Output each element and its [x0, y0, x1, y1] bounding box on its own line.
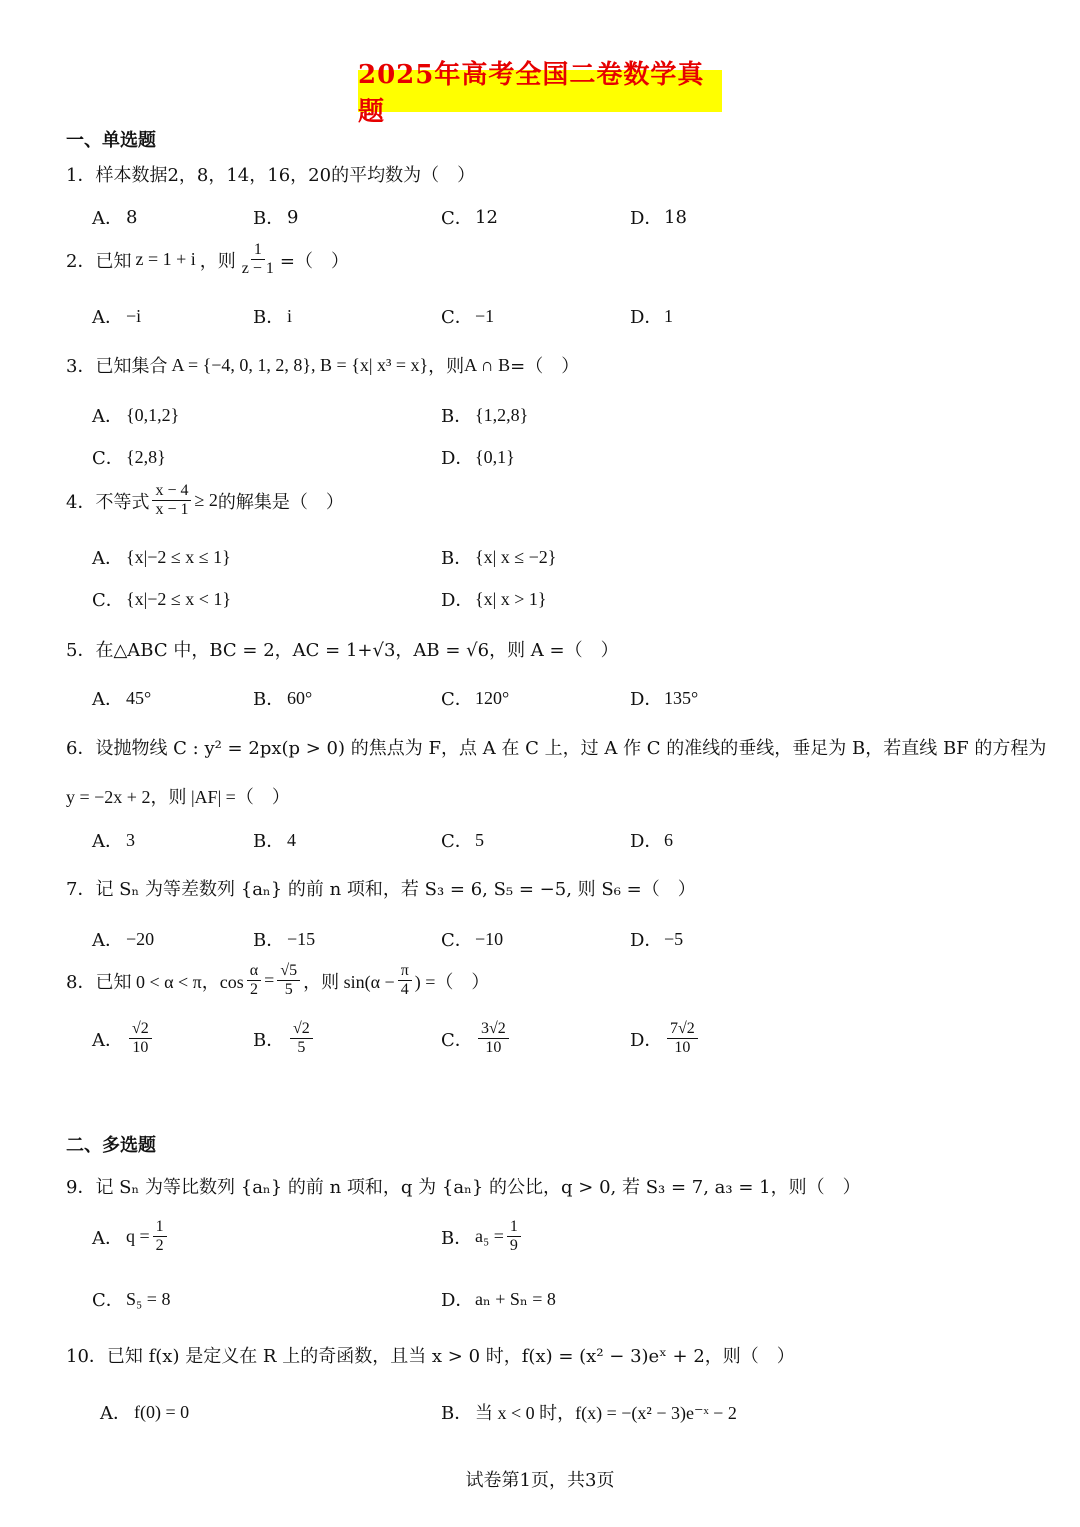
option-text: 1 — [664, 305, 673, 326]
option-label: A． — [92, 689, 123, 710]
option-a — [92, 204, 137, 230]
option-text: −i — [126, 305, 142, 326]
math-expression: = — [264, 970, 275, 991]
option-label: C． — [441, 208, 473, 229]
option-text: {2,8} — [126, 446, 166, 467]
fraction-numerator: √2 — [290, 1020, 313, 1039]
question-text: =（ ） — [279, 250, 349, 272]
math-expression: A = {−4, 0, 1, 2, 8}, B = {x| x³ = x} — [171, 354, 429, 375]
question-10 — [66, 1342, 795, 1368]
option-label: D． — [630, 208, 663, 229]
option-label: B． — [441, 1403, 473, 1424]
option-b — [253, 204, 298, 230]
option-a — [92, 926, 154, 952]
option-label: D． — [630, 689, 663, 710]
question-text: ) =（ ） — [414, 971, 490, 992]
option-a — [100, 1399, 189, 1425]
option-label: A． — [92, 208, 123, 229]
question-text: 设抛物线 C : y² = 2px(p > 0) 的焦点为 F，点 A 在 C 上，过 A 作 C 的准线的垂线，垂足为 B，若直线 BF 的方程为 — [95, 738, 1047, 759]
option-text: 60° — [287, 687, 313, 708]
section-heading-single: 一、单选题 — [66, 130, 156, 151]
option-label: D． — [630, 930, 663, 951]
fraction-denominator: 4 — [400, 981, 409, 999]
option-text: 4 — [287, 829, 296, 850]
fraction — [239, 241, 277, 279]
option-label: C． — [92, 590, 124, 611]
math-expression: ≥ 2 — [194, 490, 218, 511]
option-label: B． — [253, 930, 285, 951]
option-a — [92, 544, 231, 570]
option-d — [630, 1020, 701, 1058]
option-d — [630, 204, 687, 230]
fraction-denominator: 9 — [509, 1237, 518, 1255]
question-1 — [66, 161, 475, 187]
option-d — [630, 926, 683, 952]
option-text: −5 — [664, 928, 684, 949]
option-d — [630, 685, 698, 711]
option-a — [92, 827, 135, 853]
question-number: 4． — [66, 491, 96, 513]
option-label: A． — [92, 1227, 123, 1249]
fraction-denominator: x − 1 — [155, 501, 189, 519]
option-text: i — [287, 305, 293, 326]
option-d — [630, 827, 673, 853]
option-label: A． — [100, 1403, 131, 1424]
option-text: −20 — [126, 928, 155, 949]
option-text: aₙ + Sₙ = 8 — [475, 1288, 556, 1309]
option-label: A． — [92, 406, 123, 427]
option-d — [441, 444, 515, 470]
fraction-denominator: 5 — [284, 981, 293, 999]
option-text: 45° — [126, 687, 152, 708]
question-text: 记 Sₙ 为等比数列 {aₙ} 的前 n 项和，q 为 {aₙ} 的公比，q > 0, 若 S₃ = 7, a₃ = 1，则（ ） — [95, 1177, 861, 1198]
question-text: ，则 sin(α − — [303, 971, 395, 992]
question-text: 已知 0 < α < π，cos — [95, 971, 244, 992]
fraction — [152, 482, 191, 520]
option-label: C． — [441, 307, 473, 328]
option-label: A． — [92, 548, 123, 569]
option-label: C． — [441, 1029, 473, 1051]
option-label: C． — [92, 448, 124, 469]
option-c — [441, 685, 509, 711]
fraction-numerator: 3√2 — [478, 1020, 509, 1039]
option-text: 9 — [287, 206, 299, 228]
question-3 — [66, 352, 579, 378]
fraction — [667, 1020, 698, 1058]
question-number: 7． — [66, 879, 96, 900]
option-label: A． — [92, 930, 123, 951]
option-b — [253, 685, 312, 711]
fraction-numerator: √2 — [129, 1020, 152, 1039]
question-text: =（ ） — [510, 356, 580, 377]
option-b — [441, 402, 528, 428]
option-c — [92, 444, 166, 470]
option-text: 120° — [475, 687, 510, 708]
question-text: y = −2x + 2，则 |AF| =（ ） — [66, 787, 290, 807]
question-number: 8． — [66, 971, 96, 993]
question-number: 6． — [66, 738, 96, 759]
option-text: −15 — [287, 928, 316, 949]
question-number: 10． — [66, 1346, 107, 1367]
option-c — [441, 1020, 512, 1058]
option-c — [92, 586, 231, 612]
fraction-numerator: π — [398, 962, 412, 981]
option-b — [253, 926, 315, 952]
fraction-numerator: x − 4 — [152, 482, 191, 501]
fraction-denominator: z − 1 — [241, 260, 274, 278]
option-c — [441, 827, 484, 853]
option-text: {x|−2 ≤ x < 1} — [126, 588, 232, 609]
option-c — [92, 1286, 170, 1312]
question-text: 不等式 — [95, 491, 150, 513]
option-label: A． — [92, 1029, 123, 1051]
fraction — [478, 1020, 509, 1058]
question-number: 5． — [66, 640, 96, 661]
section-heading-multi: 二、多选题 — [66, 1135, 156, 1156]
fraction — [290, 1020, 313, 1058]
option-label: B． — [253, 689, 285, 710]
option-label: B． — [253, 1029, 285, 1051]
math-expression: A ∩ B — [464, 354, 511, 375]
option-label: D． — [441, 590, 474, 611]
option-text: 135° — [664, 687, 699, 708]
option-text: {x| x > 1} — [475, 588, 547, 609]
option-text: {x| x ≤ −2} — [475, 546, 557, 567]
question-number: 1． — [66, 165, 96, 186]
question-4 — [66, 482, 344, 520]
option-label: C． — [441, 930, 473, 951]
option-label: B． — [253, 208, 285, 229]
question-text: ，则 — [199, 250, 236, 272]
option-label: B． — [441, 1227, 473, 1249]
fraction-denominator: 2 — [155, 1237, 164, 1255]
question-7 — [66, 875, 696, 901]
option-text: 3 — [126, 829, 135, 850]
fraction-denominator: 10 — [132, 1039, 149, 1057]
option-label: D． — [441, 1290, 474, 1311]
option-a — [92, 1020, 155, 1058]
question-text: 已知 f(x) 是定义在 R 上的奇函数，且当 x > 0 时，f(x) = (x² − 3)eˣ + 2，则（ ） — [106, 1346, 795, 1367]
question-number: 2． — [66, 250, 96, 272]
option-a — [92, 1218, 170, 1256]
fraction — [247, 962, 261, 1000]
option-label: B． — [441, 548, 473, 569]
fraction-numerator: α — [247, 962, 261, 981]
option-text: f(0) = 0 — [134, 1401, 190, 1422]
question-8 — [66, 962, 489, 1000]
fraction-numerator: √5 — [277, 962, 300, 981]
option-text: 当 x < 0 时，f(x) = −(x² − 3)e⁻ˣ − 2 — [475, 1403, 737, 1423]
question-text: 已知集合 — [95, 356, 168, 377]
option-text: 8 — [126, 206, 138, 228]
fraction — [277, 962, 300, 1000]
fraction-numerator: 1 — [507, 1218, 521, 1237]
option-label: D． — [630, 831, 663, 852]
page-title: 2025年高考全国二卷数学真题 — [358, 70, 722, 112]
option-b — [441, 1399, 737, 1425]
option-label: D． — [630, 1029, 663, 1051]
fraction — [129, 1020, 152, 1058]
question-6-continued — [66, 783, 290, 809]
question-text: 的解集是（ ） — [217, 491, 344, 513]
option-text: {0,1} — [475, 446, 515, 467]
option-label: C． — [441, 831, 473, 852]
question-number: 9． — [66, 1177, 96, 1198]
option-text: −1 — [475, 305, 495, 326]
option-b — [253, 303, 292, 329]
fraction-denominator: 10 — [485, 1039, 502, 1057]
option-label: D． — [630, 307, 663, 328]
question-text: 记 Sₙ 为等差数列 {aₙ} 的前 n 项和，若 S₃ = 6, S₅ = −5, 则 S₆ =（ ） — [95, 879, 696, 900]
question-6 — [66, 734, 1046, 760]
fraction — [507, 1218, 521, 1256]
fraction-numerator: 1 — [153, 1218, 167, 1237]
option-b — [441, 544, 556, 570]
option-label: C． — [92, 1290, 124, 1311]
option-text: −10 — [475, 928, 504, 949]
option-a — [92, 402, 179, 428]
fraction-numerator: 1 — [251, 241, 265, 260]
option-c — [441, 204, 498, 230]
option-b — [253, 1020, 316, 1058]
question-text: 已知 — [95, 250, 132, 272]
option-d — [441, 1286, 556, 1312]
question-text: ，则 — [428, 356, 465, 377]
option-d — [441, 586, 547, 612]
option-c — [441, 303, 494, 329]
page-footer: 试卷第1页，共3页 — [465, 1470, 615, 1491]
fraction-denominator: 2 — [249, 981, 258, 999]
option-text: 6 — [664, 829, 673, 850]
option-a — [92, 685, 151, 711]
option-c — [441, 926, 503, 952]
option-b — [441, 1218, 524, 1256]
question-text: 在△ABC 中，BC = 2，AC = 1+√3，AB = √6，则 A =（ ） — [95, 640, 619, 661]
option-d — [630, 303, 673, 329]
option-label: A． — [92, 831, 123, 852]
option-text: {0,1,2} — [126, 404, 180, 425]
question-9 — [66, 1173, 861, 1199]
option-text: 18 — [664, 206, 687, 228]
option-label: D． — [441, 448, 474, 469]
option-label: C． — [441, 689, 473, 710]
fraction — [398, 962, 412, 1000]
option-label: A． — [92, 307, 123, 328]
option-text: 12 — [475, 206, 498, 228]
option-text: 5 — [475, 829, 484, 850]
math-expression: z = 1 + i — [135, 249, 196, 270]
fraction — [153, 1218, 167, 1256]
option-label: B． — [253, 831, 285, 852]
option-text: {1,2,8} — [475, 404, 529, 425]
option-text: q = — [126, 1226, 150, 1247]
fraction-numerator: 7√2 — [667, 1020, 698, 1039]
fraction-denominator: 5 — [297, 1039, 306, 1057]
option-label: B． — [253, 307, 285, 328]
fraction-denominator: 10 — [674, 1039, 691, 1057]
question-2 — [66, 241, 349, 279]
question-5 — [66, 636, 619, 662]
option-text: S₅ = 8 — [126, 1288, 171, 1309]
option-label: B． — [441, 406, 473, 427]
question-number: 3． — [66, 356, 96, 377]
option-a — [92, 303, 141, 329]
option-b — [253, 827, 296, 853]
option-text: {x|−2 ≤ x ≤ 1} — [126, 546, 231, 567]
option-text: a₅ = — [475, 1226, 504, 1247]
question-text: 样本数据2，8，14，16，20的平均数为（ ） — [95, 165, 476, 186]
